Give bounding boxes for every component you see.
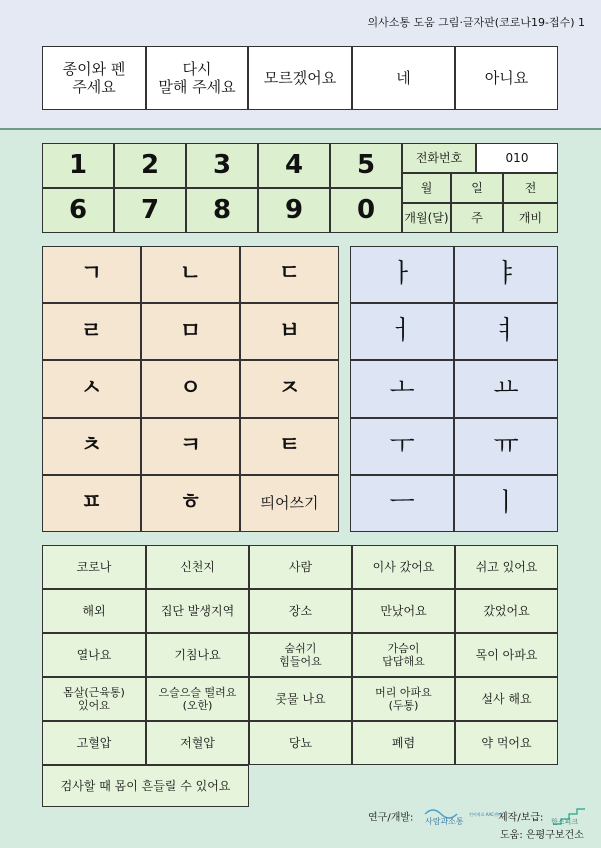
research-label: 연구/개발: — [368, 812, 414, 824]
number-key-0-label: 0 — [356, 194, 376, 225]
word-key-0-1[interactable] — [146, 545, 249, 589]
vowel-key-0-1-label: ㅑ — [493, 259, 519, 289]
consonant-key-0-1-label: ㄴ — [179, 261, 202, 287]
number-key-3-label: 3 — [212, 149, 232, 180]
unit-key-1[interactable] — [451, 173, 503, 203]
word-key-4-1-label: 저혈압 — [180, 735, 215, 750]
word-key-3-4[interactable] — [455, 677, 558, 721]
word-key-3-3-label: 머리 아파요 (두통) — [375, 685, 432, 712]
consonant-key-0-0-label: ㄱ — [80, 261, 103, 287]
unit2-key-2[interactable] — [503, 203, 558, 233]
word-key-1-1[interactable] — [146, 589, 249, 633]
word-key-4-0[interactable] — [42, 721, 146, 765]
consonant-key-4-0[interactable] — [42, 475, 141, 532]
number-key-9-label: 9 — [284, 194, 304, 225]
number-key-6[interactable] — [42, 188, 114, 233]
phone-label-label: 전화번호 — [415, 150, 463, 165]
word-key-2-0[interactable] — [42, 633, 146, 677]
vowel-key-3-0[interactable] — [350, 418, 454, 475]
request-button-1-label: 다시 말해 주세요 — [158, 60, 236, 96]
research-logo-text: 사람과소통 — [424, 817, 464, 826]
request-button-0[interactable] — [42, 46, 146, 110]
number-key-5[interactable] — [330, 143, 402, 188]
number-key-6-label: 6 — [68, 194, 88, 225]
word-key-2-3[interactable] — [352, 633, 455, 677]
word-key-1-0-label: 해외 — [82, 603, 106, 618]
consonant-key-1-0-label: ㄹ — [80, 318, 103, 344]
word-key-1-2[interactable] — [249, 589, 352, 633]
word-key-3-0[interactable] — [42, 677, 146, 721]
word-key-4-3-label: 폐렴 — [391, 735, 416, 750]
word-key-4-2-label: 당뇨 — [288, 735, 313, 750]
unit-key-2[interactable] — [503, 173, 558, 203]
number-key-5-label: 5 — [356, 149, 376, 180]
request-button-4-label: 아니요 — [484, 69, 529, 87]
request-button-3-label: 네 — [396, 69, 411, 87]
vowel-key-1-0-label: ㅓ — [389, 316, 415, 347]
unit2-key-1[interactable] — [451, 203, 503, 233]
word-key-1-4[interactable] — [455, 589, 558, 633]
vowel-key-1-0[interactable] — [350, 303, 454, 360]
word-key-0-4-label: 쉬고 있어요 — [475, 559, 538, 574]
word-key-0-0-label: 코로나 — [76, 559, 112, 574]
word-key-1-1-label: 집단 발생지역 — [160, 603, 235, 618]
unit2-key-1-label: 주 — [471, 210, 483, 225]
unit-key-2-label: 전 — [524, 180, 537, 195]
vowel-key-0-0[interactable] — [350, 246, 454, 303]
consonant-key-4-1-label: ㅎ — [179, 490, 202, 516]
word-key-1-3-label: 만났어요 — [380, 603, 427, 618]
unit-key-0-label: 월 — [420, 180, 433, 195]
word-key-1-0[interactable] — [42, 589, 146, 633]
word-key-0-4[interactable] — [455, 545, 558, 589]
consonant-key-1-2-label: ㅂ — [278, 318, 301, 344]
consonant-key-2-1[interactable] — [141, 360, 240, 417]
consonant-key-1-0[interactable] — [42, 303, 141, 360]
consonant-key-3-0[interactable] — [42, 418, 141, 475]
vowel-key-1-1[interactable] — [454, 303, 558, 360]
unit2-key-2-label: 개비 — [518, 210, 543, 225]
number-key-3[interactable] — [186, 143, 258, 188]
consonant-key-0-2-label: ㄷ — [278, 261, 301, 287]
word-key-1-4-label: 갔었어요 — [483, 603, 530, 618]
word-key-2-4[interactable] — [455, 633, 558, 677]
vowel-key-3-1-label: ㅠ — [493, 430, 519, 461]
consonant-key-3-2-label: ㅌ — [278, 432, 301, 458]
consonant-key-0-1[interactable] — [141, 246, 240, 303]
word-key-last[interactable] — [42, 765, 249, 807]
number-key-9[interactable] — [258, 188, 330, 233]
phone-field-label: 010 — [505, 150, 529, 165]
consonant-key-2-2-label: ㅈ — [278, 375, 301, 401]
help-credit: 도움: 은평구보건소 — [500, 830, 584, 841]
request-button-0-label: 종이와 펜 주세요 — [62, 60, 126, 96]
vowel-key-2-0[interactable] — [350, 360, 454, 417]
vowel-key-2-1-label: ㅛ — [493, 373, 519, 404]
number-key-7-label: 7 — [140, 194, 160, 225]
word-key-2-0-label: 열나요 — [76, 647, 112, 662]
word-key-4-3[interactable] — [352, 721, 455, 765]
word-key-4-2[interactable] — [249, 721, 352, 765]
number-key-2-label: 2 — [140, 149, 160, 180]
word-key-0-1-label: 신천지 — [180, 559, 215, 574]
word-key-3-1[interactable] — [146, 677, 249, 721]
word-key-3-3[interactable] — [352, 677, 455, 721]
word-key-4-4-label: 약 먹어요 — [481, 735, 532, 750]
word-key-4-4[interactable] — [455, 721, 558, 765]
word-key-0-3[interactable] — [352, 545, 455, 589]
number-key-8-label: 8 — [212, 194, 232, 225]
word-key-4-0-label: 고혈압 — [76, 735, 112, 750]
vowel-key-4-0-label: ㅡ — [389, 487, 415, 518]
request-button-2-label: 모르겠어요 — [263, 69, 337, 87]
consonant-key-3-2[interactable] — [240, 418, 339, 475]
request-button-1[interactable] — [146, 46, 248, 110]
word-key-0-2-label: 사람 — [288, 559, 313, 574]
consonant-key-4-2[interactable] — [240, 475, 339, 532]
number-key-4-label: 4 — [284, 149, 304, 180]
vowel-key-0-0-label: ㅏ — [389, 259, 415, 289]
request-button-4[interactable] — [455, 46, 558, 110]
produce-label: 제작/보급: — [498, 812, 544, 824]
consonant-key-2-1-label: ㅇ — [179, 375, 202, 401]
number-key-2[interactable] — [114, 143, 186, 188]
vowel-key-4-1-label: ㅣ — [493, 487, 519, 518]
research-credit — [368, 806, 502, 829]
request-button-2[interactable] — [248, 46, 352, 110]
vowel-key-2-0-label: ㅗ — [389, 373, 415, 404]
consonant-key-4-0-label: ㅍ — [80, 490, 103, 516]
unit2-key-0-label: 개월(달) — [404, 210, 449, 225]
phone-field[interactable] — [476, 143, 558, 173]
word-key-0-3-label: 이사 갔어요 — [372, 559, 435, 574]
research-logo-sub: 언어치료 AAC센터 — [468, 812, 502, 817]
produce-logo-text: 한스피크 — [550, 818, 578, 826]
word-key-2-3-label: 가슴이 답답해요 — [382, 641, 425, 668]
number-key-1-label: 1 — [68, 149, 88, 180]
vowel-key-1-1-label: ㅕ — [493, 316, 519, 347]
number-key-4[interactable] — [258, 143, 330, 188]
consonant-key-3-1-label: ㅋ — [179, 432, 202, 458]
request-button-3[interactable] — [352, 46, 455, 110]
consonant-key-1-1[interactable] — [141, 303, 240, 360]
consonant-key-4-2-label: 띄어쓰기 — [260, 494, 319, 513]
research-logo — [423, 806, 502, 829]
consonant-key-3-1[interactable] — [141, 418, 240, 475]
word-key-0-0[interactable] — [42, 545, 146, 589]
consonant-key-1-1-label: ㅁ — [179, 318, 202, 344]
word-key-1-3[interactable] — [352, 589, 455, 633]
word-key-2-2-label: 숨쉬기 힘들어요 — [279, 641, 322, 668]
consonant-key-3-0-label: ㅊ — [80, 432, 103, 458]
word-key-3-1-label: 으슬으슬 떨려요 (오한) — [158, 685, 237, 712]
number-key-1[interactable] — [42, 143, 114, 188]
vowel-key-4-1[interactable] — [454, 475, 558, 532]
wave-logo-icon — [423, 806, 502, 826]
consonant-key-0-2[interactable] — [240, 246, 339, 303]
unit-key-1-label: 일 — [471, 180, 483, 195]
number-key-8[interactable] — [186, 188, 258, 233]
word-key-3-2-label: 콧물 나요 — [275, 691, 326, 706]
word-key-2-1[interactable] — [146, 633, 249, 677]
word-key-2-2[interactable] — [249, 633, 352, 677]
word-key-last-label: 검사할 때 몸이 흔들릴 수 있어요 — [60, 778, 231, 793]
consonant-key-4-1[interactable] — [141, 475, 240, 532]
consonant-key-2-0[interactable] — [42, 360, 141, 417]
page-title: 의사소통 도움 그림·글자판(코로나19-접수) 1 — [367, 16, 585, 29]
consonant-key-1-2[interactable] — [240, 303, 339, 360]
vowel-key-2-1[interactable] — [454, 360, 558, 417]
stairs-logo-icon — [551, 806, 591, 826]
word-key-3-2[interactable] — [249, 677, 352, 721]
vowel-key-3-1[interactable] — [454, 418, 558, 475]
unit2-key-0[interactable] — [402, 203, 451, 233]
word-key-4-1[interactable] — [146, 721, 249, 765]
word-key-1-2-label: 장소 — [288, 603, 313, 618]
vowel-key-3-0-label: ㅜ — [389, 430, 415, 461]
word-key-3-0-label: 몸살(근육통) 있어요 — [63, 685, 125, 712]
vowel-key-0-1[interactable] — [454, 246, 558, 303]
word-key-3-4-label: 설사 해요 — [481, 691, 532, 706]
word-key-0-2[interactable] — [249, 545, 352, 589]
consonant-key-0-0[interactable] — [42, 246, 141, 303]
phone-label — [402, 143, 476, 173]
unit-key-0[interactable] — [402, 173, 451, 203]
consonant-key-2-0-label: ㅅ — [80, 375, 103, 401]
word-key-2-4-label: 목이 아파요 — [475, 647, 538, 662]
vowel-key-4-0[interactable] — [350, 475, 454, 532]
word-key-2-1-label: 기침나요 — [174, 647, 221, 662]
consonant-key-2-2[interactable] — [240, 360, 339, 417]
number-key-7[interactable] — [114, 188, 186, 233]
number-key-0[interactable] — [330, 188, 402, 233]
